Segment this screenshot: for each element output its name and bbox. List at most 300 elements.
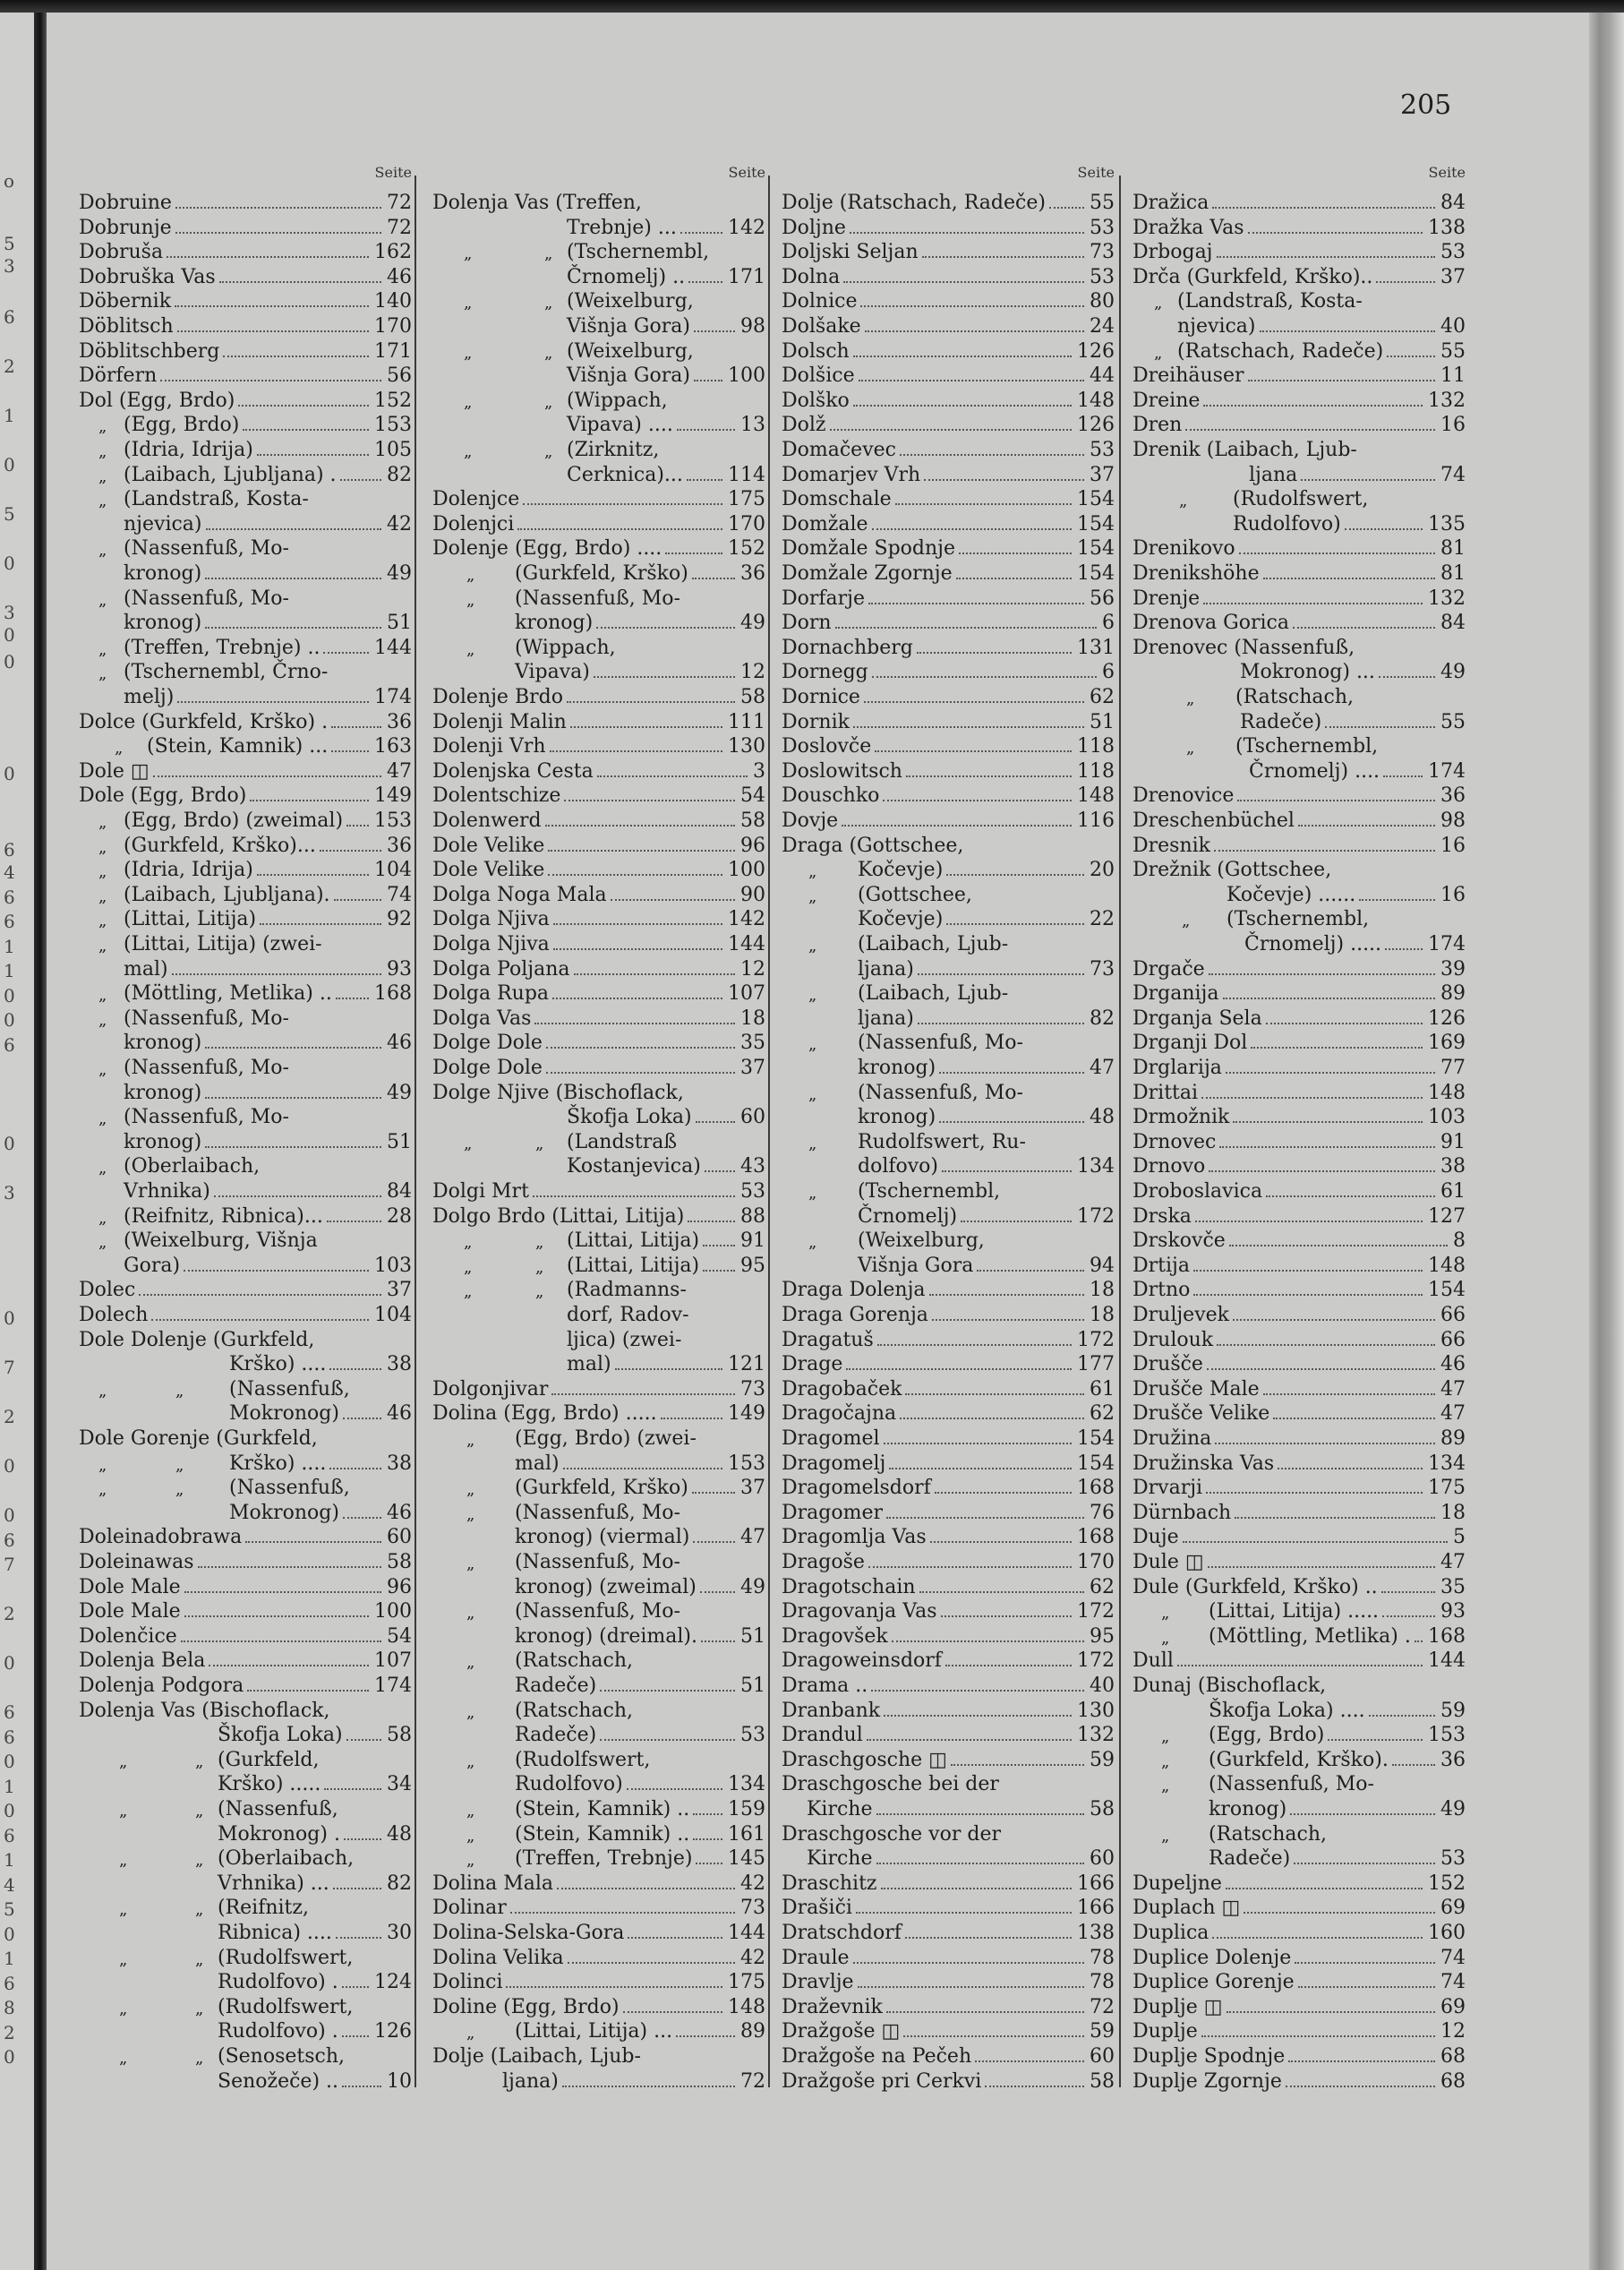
entry-content: [432, 1946, 765, 1970]
place-name: Dolge Njive (Bischoflack,: [432, 1081, 684, 1104]
ditto-mark: „: [98, 639, 107, 659]
index-entry: [1133, 191, 1466, 215]
place-name: (Weixelburg,: [858, 1229, 985, 1253]
index-continuation: [432, 1105, 765, 1129]
entry-content: [782, 2019, 1115, 2043]
index-subentry: [79, 438, 412, 462]
ditto-mark: „: [466, 566, 475, 585]
index-continuation: [432, 1723, 765, 1747]
place-name: Dolšake: [782, 315, 861, 338]
page-reference: 166: [1077, 1872, 1115, 1895]
page-reference: 89: [740, 2020, 765, 2043]
ditto-mark: „: [98, 442, 107, 461]
place-name: Dolenja Podgora: [79, 1675, 244, 1697]
index-entry: [782, 784, 1115, 808]
ditto-mark: „: [466, 1802, 475, 1820]
page-reference: 154: [1428, 1279, 1466, 1302]
ditto-mark: „: [544, 343, 553, 363]
index-subentry: [79, 1748, 412, 1772]
place-name: kronog): [124, 1032, 202, 1055]
column-divider: [415, 176, 416, 2087]
ditto-mark: „: [535, 1134, 544, 1153]
page-reference: 42: [740, 1946, 765, 1969]
page-reference: 100: [374, 1600, 412, 1623]
page-reference: 127: [1428, 1204, 1466, 1228]
place-name: Domžale Spodnje: [782, 537, 955, 561]
place-name: Drtno: [1133, 1279, 1191, 1302]
place-name: Doleinadobrawa: [79, 1526, 243, 1549]
dot-leader: [552, 998, 722, 999]
index-entry: [782, 265, 1115, 289]
page-reference: 130: [1077, 1699, 1115, 1722]
place-name: Doslowitsch: [782, 759, 902, 783]
page-reference: 49: [1440, 1798, 1466, 1820]
entry-content: [1133, 784, 1466, 808]
place-name: Dolinar: [432, 1897, 507, 1920]
page-reference: 35: [740, 1032, 765, 1055]
page-reference: 53: [1090, 216, 1115, 239]
index-subentry: [79, 587, 412, 611]
entry-content: [1209, 1846, 1466, 1871]
place-name: (Littai, Litija): [567, 1229, 700, 1253]
place-name: Kočevje) ......: [1227, 883, 1356, 906]
page-reference: 144: [728, 1922, 765, 1944]
ditto-mark: „: [175, 1381, 184, 1401]
place-name: (Gurkfeld, Krško): [515, 1477, 688, 1500]
ditto-mark: „: [464, 442, 473, 461]
page-reference: 132: [1077, 1724, 1115, 1747]
page-reference: 69: [1440, 1995, 1466, 2018]
index-entry: [782, 1599, 1115, 1623]
index-entry: [1133, 2044, 1466, 2069]
entry-content: [1133, 587, 1466, 611]
index-subentry: [79, 1105, 412, 1129]
dot-leader: [139, 1294, 381, 1296]
dot-leader: [564, 800, 735, 801]
dot-leader: [696, 1121, 735, 1123]
index-entry: [1133, 1452, 1466, 1476]
column-header-seite: Seite: [1077, 164, 1115, 181]
previous-page-fragment: 1: [4, 1948, 15, 1969]
place-name: (Stein, Kamnik) ...: [147, 735, 329, 758]
entry-content: [782, 2044, 1115, 2069]
place-name: Doljski Seljan: [782, 241, 919, 264]
place-name: Dolga Vas: [432, 1007, 532, 1030]
entry-content: [782, 660, 1115, 684]
page-reference: 130: [728, 735, 765, 758]
index-continuation: [79, 2069, 412, 2094]
place-name: Dobruška Vas: [79, 265, 216, 288]
dot-leader: [1387, 355, 1435, 357]
page-reference: 148: [1428, 1081, 1466, 1104]
index-entry: [1133, 240, 1466, 264]
entry-content: [1133, 2019, 1466, 2043]
place-name: Dovje: [782, 809, 839, 832]
ditto-mark: „: [464, 343, 473, 363]
ditto-mark: „: [98, 467, 107, 486]
dot-leader: [884, 1443, 1072, 1444]
entry-content: [515, 1822, 765, 1846]
entry-content: [124, 1007, 412, 1031]
entry-content: [858, 1204, 1115, 1229]
index-subentry: [432, 1130, 765, 1154]
place-name: (Landstraß: [567, 1130, 678, 1153]
place-name: Draga (Gottschee,: [782, 834, 964, 857]
ditto-mark: „: [1161, 1777, 1170, 1796]
index-continuation: [79, 512, 412, 536]
index-entry: [782, 2044, 1115, 2069]
dot-leader: [594, 676, 735, 678]
entry-content: [218, 1772, 412, 1796]
entry-content: [858, 981, 1115, 1006]
dot-leader: [1229, 1245, 1448, 1246]
place-name: Drenovice: [1133, 784, 1235, 808]
dot-leader: [205, 1047, 381, 1049]
index-entry: [1133, 216, 1466, 240]
entry-content: [124, 636, 412, 660]
entry-content: [79, 1624, 412, 1649]
entry-content: [432, 1031, 765, 1055]
page-reference: 61: [1440, 1180, 1466, 1203]
dot-leader: [206, 528, 382, 530]
page-reference: 126: [1077, 414, 1115, 437]
page-reference: 51: [740, 1624, 765, 1648]
page-reference: 159: [728, 1798, 765, 1820]
index-entry: [1133, 1303, 1466, 1327]
entry-content: [1133, 611, 1466, 635]
entry-content: [1133, 1525, 1466, 1549]
dot-leader: [1183, 1541, 1448, 1543]
place-name: kronog): [858, 1106, 936, 1129]
place-name: kronog) (viermal): [515, 1526, 690, 1549]
dot-leader: [548, 850, 735, 852]
index-continuation: [782, 1204, 1115, 1229]
index-entry: [1133, 1872, 1466, 1896]
dot-leader: [205, 578, 381, 579]
page-reference: 88: [740, 1204, 765, 1228]
page-reference: 46: [387, 1402, 412, 1426]
index-entry: [782, 1328, 1115, 1352]
place-name: Duplice Dolenje: [1133, 1946, 1292, 1969]
page-reference: 18: [1440, 1501, 1466, 1524]
previous-page-fragment: 0: [4, 651, 15, 672]
place-name: Družinska Vas: [1133, 1452, 1275, 1475]
ditto-mark: „: [98, 912, 107, 931]
page-reference: 44: [1090, 364, 1115, 388]
page-reference: 162: [374, 241, 412, 264]
page-reference: 53: [1440, 1847, 1466, 1871]
entry-content: [782, 1649, 1115, 1673]
dot-leader: [546, 1072, 735, 1074]
dot-leader: [346, 1739, 381, 1741]
index-continuation: [1133, 1797, 1466, 1821]
entry-content: [1133, 536, 1466, 561]
page-reference: 18: [740, 1007, 765, 1030]
page-reference: 89: [1440, 1427, 1466, 1450]
dot-leader: [1251, 1047, 1423, 1049]
place-name: Črnomelj): [858, 1204, 958, 1228]
index-entry: [79, 1649, 412, 1673]
previous-page-fragment: 6: [4, 1825, 15, 1846]
place-name: Drašiči: [782, 1897, 852, 1920]
entry-content: [515, 1476, 765, 1500]
page-reference: 149: [374, 784, 412, 808]
entry-content: [124, 1204, 412, 1229]
place-name: (Littai, Litija) ...: [515, 2020, 673, 2043]
place-name: ljana): [502, 2069, 559, 2093]
index-entry: [79, 314, 412, 338]
place-name: Dolec: [79, 1279, 136, 1302]
dot-leader: [510, 1912, 735, 1914]
index-entry: [79, 364, 412, 388]
entry-content: [432, 536, 765, 561]
entry-content: [1133, 364, 1466, 388]
place-name: Družina: [1133, 1427, 1212, 1450]
index-continuation: [79, 957, 412, 981]
entry-content: [782, 1303, 1115, 1327]
index-entry: [782, 1476, 1115, 1500]
page-reference: 163: [374, 735, 412, 758]
index-entry: [432, 1056, 765, 1080]
page-reference: 144: [374, 636, 412, 659]
index-entry: [782, 1723, 1115, 1747]
page-reference: 78: [1090, 1946, 1115, 1969]
index-continuation: [79, 611, 412, 635]
page-reference: 58: [740, 686, 765, 708]
entry-content: [432, 1377, 765, 1401]
entry-content: [79, 339, 412, 364]
entry-content: [1209, 1699, 1466, 1723]
index-entry: [432, 1007, 765, 1031]
dot-leader: [688, 281, 722, 283]
index-entry: [1133, 1995, 1466, 2019]
index-continuation: [432, 364, 765, 388]
page-reference: 46: [1440, 1353, 1466, 1376]
entry-content: [229, 1452, 412, 1476]
place-name: melj): [124, 686, 175, 708]
entry-content: [229, 1501, 412, 1525]
page-reference: 72: [740, 2069, 765, 2093]
index-entry: [1133, 1649, 1466, 1673]
index-entry: [79, 191, 412, 215]
page-reference: 12: [1440, 2020, 1466, 2043]
place-name: (Nassenfuß,: [229, 1477, 350, 1500]
dot-leader: [930, 1541, 1072, 1543]
dot-leader: [860, 305, 1084, 307]
page-reference: 12: [740, 957, 765, 981]
index-entry: [782, 685, 1115, 709]
page-reference: 152: [1428, 1872, 1466, 1895]
dot-leader: [1206, 1492, 1423, 1494]
entry-content: [567, 265, 765, 289]
page-reference: 169: [1428, 1032, 1466, 1055]
entry-content: [515, 1772, 765, 1796]
dot-leader: [688, 1221, 735, 1222]
place-name: Doline (Egg, Brdo): [432, 1995, 620, 2018]
entry-content: [432, 1056, 765, 1080]
place-name: (Rudolfswert,: [218, 1946, 354, 1969]
page-reference: 38: [387, 1452, 412, 1475]
dot-leader: [160, 380, 381, 381]
dot-leader: [545, 825, 735, 827]
index-subentry: [432, 1846, 765, 1871]
place-name: Drmožnik: [1133, 1106, 1230, 1129]
index-entry: [782, 1772, 1115, 1796]
index-entry: [432, 487, 765, 511]
page-reference: 55: [1440, 710, 1466, 733]
entry-content: [1133, 2069, 1466, 2094]
index-entry: [782, 463, 1115, 487]
page-reference: 131: [1077, 636, 1115, 659]
entry-content: [782, 809, 1115, 833]
place-name: Dragočajna: [782, 1402, 897, 1426]
page-reference: 134: [1077, 1155, 1115, 1178]
dot-leader: [1345, 528, 1423, 530]
page-reference: 51: [740, 1675, 765, 1697]
entry-content: [1133, 1179, 1466, 1204]
ditto-mark: „: [535, 1282, 544, 1302]
page-reference: 148: [728, 1995, 765, 2018]
index-entry: [782, 1872, 1115, 1896]
place-name: Mokronog): [229, 1501, 339, 1524]
index-entry: [782, 1550, 1115, 1574]
entry-content: [218, 2044, 412, 2069]
place-name: Dornice: [782, 686, 860, 708]
entry-content: [124, 1130, 412, 1154]
entry-content: [515, 1452, 765, 1476]
dot-leader: [871, 1690, 1084, 1692]
dot-leader: [550, 750, 722, 752]
dot-leader: [1293, 627, 1435, 629]
entry-content: [807, 1846, 1115, 1871]
index-entry: [782, 1525, 1115, 1549]
place-name: Drenik (Laibach, Ljub-: [1133, 439, 1357, 461]
place-name: Dole Gorenje (Gurkfeld,: [79, 1427, 318, 1450]
dot-leader: [1212, 207, 1435, 209]
place-name: Dreihäuser: [1133, 364, 1244, 388]
index-subentry: [79, 1154, 412, 1178]
entry-content: [1133, 1278, 1466, 1302]
ditto-mark: „: [544, 392, 553, 412]
dot-leader: [260, 923, 381, 925]
place-name: Duplice Gorenje: [1133, 1971, 1295, 1994]
entry-content: [782, 413, 1115, 437]
page-reference: 98: [740, 315, 765, 338]
previous-page-fragment: 6: [4, 1034, 15, 1056]
index-entry: [432, 1872, 765, 1896]
index-entry: [782, 1352, 1115, 1376]
entry-content: [218, 1797, 412, 1821]
dot-leader: [1193, 1270, 1423, 1272]
place-name: (Egg, Brdo) (zwei-: [515, 1427, 697, 1450]
place-name: Krško) ....: [229, 1353, 327, 1376]
index-subentry: [79, 1377, 412, 1401]
dot-leader: [703, 1270, 735, 1272]
entry-content: [782, 2069, 1115, 2094]
entry-content: [218, 1846, 412, 1871]
entry-content: [124, 907, 412, 931]
page-reference: 126: [1428, 1007, 1466, 1030]
place-name: Dragovanja Vas: [782, 1600, 937, 1623]
page-reference: 174: [374, 1675, 412, 1697]
index-entry: [782, 1501, 1115, 1525]
index-entry: [1133, 1377, 1466, 1401]
page-reference: 16: [1440, 883, 1466, 906]
index-entry: [782, 216, 1115, 240]
previous-page-fragment: 0: [4, 1652, 15, 1674]
index-continuation: [79, 1254, 412, 1278]
index-continuation: [432, 463, 765, 487]
entry-content: [1235, 685, 1466, 709]
page-reference: 111: [728, 710, 765, 733]
index-entry: [782, 512, 1115, 536]
dot-leader: [687, 479, 722, 481]
place-name: mal): [124, 957, 168, 981]
dot-leader: [876, 1863, 1085, 1864]
index-entry: [782, 1946, 1115, 1970]
place-name: Višnja Gora): [567, 315, 690, 338]
index-entry: [1133, 1254, 1466, 1278]
previous-page-fragment: 0: [4, 454, 15, 475]
place-name: Drvarji: [1133, 1477, 1203, 1500]
dot-leader: [922, 256, 1084, 258]
dot-leader: [858, 1986, 1084, 1988]
index-subentry: [79, 734, 412, 758]
entry-content: [782, 1624, 1115, 1649]
ditto-mark: „: [115, 739, 124, 758]
place-name: Dolentschize: [432, 784, 561, 808]
entry-content: [79, 216, 412, 240]
place-name: (Weixelburg, Višnja: [124, 1229, 318, 1253]
entry-content: [782, 784, 1115, 808]
index-subentry: [1133, 1723, 1466, 1747]
place-name: mal): [515, 1452, 560, 1475]
dot-leader: [568, 1962, 735, 1964]
index-subentry: [79, 1229, 412, 1253]
index-entry: [782, 1995, 1115, 2019]
place-name: Dragoše: [782, 1551, 865, 1573]
entry-content: [124, 487, 412, 511]
page-reference: 22: [1090, 908, 1115, 931]
index-entry: [782, 1303, 1115, 1327]
dot-leader: [1237, 800, 1435, 801]
dot-leader: [557, 1888, 735, 1889]
dot-leader: [1288, 2060, 1435, 2062]
dot-leader: [1226, 1888, 1423, 1889]
dot-leader: [331, 726, 381, 728]
place-name: Dolga Rupa: [432, 982, 550, 1006]
entry-content: [432, 1007, 765, 1031]
dot-leader: [853, 405, 1072, 407]
page-reference: 168: [1428, 1624, 1466, 1648]
page-reference: 153: [728, 1452, 765, 1475]
entry-content: [1133, 1031, 1466, 1055]
place-name: mal): [567, 1353, 611, 1376]
index-continuation: [79, 1401, 412, 1426]
index-subentry: [432, 1501, 765, 1525]
place-name: Dole Male: [79, 1575, 181, 1598]
place-name: (Stein, Kamnik) ..: [515, 1822, 690, 1846]
ditto-mark: „: [98, 541, 107, 561]
dot-leader: [856, 1912, 1072, 1914]
place-name: kronog): [858, 1057, 936, 1079]
entry-content: [782, 364, 1115, 388]
entry-content: [1133, 1229, 1466, 1253]
ditto-mark: „: [466, 1431, 475, 1450]
previous-page-fragment: 6: [4, 839, 15, 861]
dot-leader: [574, 973, 735, 975]
entry-content: [124, 957, 412, 981]
